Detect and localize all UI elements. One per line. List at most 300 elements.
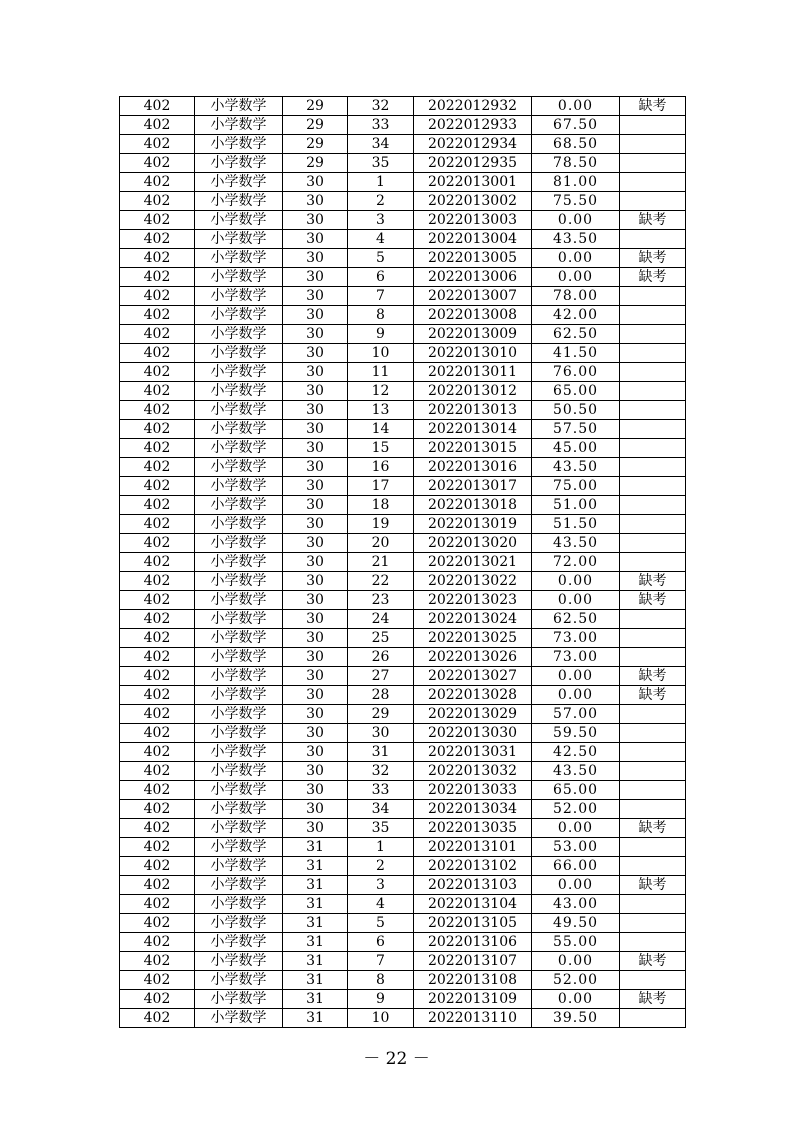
subject-cell: 小学数学 — [195, 135, 283, 154]
remark-cell — [620, 496, 686, 515]
table-row — [120, 686, 686, 705]
exam-code-cell: 402 — [120, 819, 195, 838]
remark-cell: 缺考 — [620, 97, 686, 116]
seat-number-cell: 28 — [348, 686, 414, 705]
exam-code-cell: 402 — [120, 876, 195, 895]
exam-code-cell: 402 — [120, 401, 195, 420]
room-number-cell: 30 — [283, 762, 348, 781]
score-cell: 0.00 — [532, 211, 620, 230]
ticket-number-cell: 2022013005 — [414, 249, 532, 268]
table-row — [120, 724, 686, 743]
remark-cell — [620, 838, 686, 857]
remark-cell — [620, 553, 686, 572]
seat-number-cell: 31 — [348, 743, 414, 762]
ticket-number-cell: 2022013035 — [414, 819, 532, 838]
exam-code-cell: 402 — [120, 572, 195, 591]
remark-cell — [620, 401, 686, 420]
exam-code-cell: 402 — [120, 363, 195, 382]
ticket-number-cell: 2022013028 — [414, 686, 532, 705]
subject-cell: 小学数学 — [195, 914, 283, 933]
table-row — [120, 857, 686, 876]
table-row — [120, 135, 686, 154]
subject-cell: 小学数学 — [195, 990, 283, 1009]
ticket-number-cell: 2022013103 — [414, 876, 532, 895]
room-number-cell: 29 — [283, 116, 348, 135]
room-number-cell: 30 — [283, 667, 348, 686]
room-number-cell: 30 — [283, 249, 348, 268]
seat-number-cell: 19 — [348, 515, 414, 534]
seat-number-cell: 4 — [348, 895, 414, 914]
exam-code-cell: 402 — [120, 553, 195, 572]
remark-cell: 缺考 — [620, 211, 686, 230]
subject-cell: 小学数学 — [195, 249, 283, 268]
room-number-cell: 30 — [283, 230, 348, 249]
room-number-cell: 30 — [283, 648, 348, 667]
subject-cell: 小学数学 — [195, 819, 283, 838]
exam-code-cell: 402 — [120, 477, 195, 496]
subject-cell: 小学数学 — [195, 800, 283, 819]
remark-cell: 缺考 — [620, 572, 686, 591]
score-cell: 75.00 — [532, 477, 620, 496]
remark-cell — [620, 914, 686, 933]
subject-cell: 小学数学 — [195, 173, 283, 192]
table-row — [120, 705, 686, 724]
score-cell: 43.00 — [532, 895, 620, 914]
score-cell: 0.00 — [532, 990, 620, 1009]
subject-cell: 小学数学 — [195, 382, 283, 401]
room-number-cell: 30 — [283, 686, 348, 705]
ticket-number-cell: 2022013006 — [414, 268, 532, 287]
score-cell: 52.00 — [532, 800, 620, 819]
score-cell: 42.50 — [532, 743, 620, 762]
room-number-cell: 30 — [283, 344, 348, 363]
ticket-number-cell: 2022013014 — [414, 420, 532, 439]
ticket-number-cell: 2022013004 — [414, 230, 532, 249]
subject-cell: 小学数学 — [195, 1009, 283, 1028]
remark-cell — [620, 420, 686, 439]
exam-code-cell: 402 — [120, 192, 195, 211]
exam-code-cell: 402 — [120, 211, 195, 230]
score-cell: 73.00 — [532, 629, 620, 648]
score-cell: 0.00 — [532, 667, 620, 686]
score-cell: 57.50 — [532, 420, 620, 439]
table-row — [120, 192, 686, 211]
score-cell: 65.00 — [532, 382, 620, 401]
seat-number-cell: 29 — [348, 705, 414, 724]
exam-code-cell: 402 — [120, 610, 195, 629]
remark-cell — [620, 743, 686, 762]
exam-code-cell: 402 — [120, 971, 195, 990]
room-number-cell: 31 — [283, 876, 348, 895]
subject-cell: 小学数学 — [195, 287, 283, 306]
score-table-body — [120, 97, 686, 1028]
room-number-cell: 30 — [283, 591, 348, 610]
room-number-cell: 30 — [283, 268, 348, 287]
score-cell: 68.50 — [532, 135, 620, 154]
remark-cell: 缺考 — [620, 667, 686, 686]
subject-cell: 小学数学 — [195, 458, 283, 477]
subject-cell: 小学数学 — [195, 667, 283, 686]
seat-number-cell: 3 — [348, 211, 414, 230]
ticket-number-cell: 2022013102 — [414, 857, 532, 876]
score-cell: 43.50 — [532, 458, 620, 477]
subject-cell: 小学数学 — [195, 154, 283, 173]
seat-number-cell: 1 — [348, 838, 414, 857]
remark-cell — [620, 515, 686, 534]
subject-cell: 小学数学 — [195, 686, 283, 705]
subject-cell: 小学数学 — [195, 857, 283, 876]
remark-cell: 缺考 — [620, 990, 686, 1009]
ticket-number-cell: 2022013016 — [414, 458, 532, 477]
seat-number-cell: 14 — [348, 420, 414, 439]
table-row — [120, 116, 686, 135]
room-number-cell: 30 — [283, 363, 348, 382]
score-cell: 55.00 — [532, 933, 620, 952]
ticket-number-cell: 2022013031 — [414, 743, 532, 762]
room-number-cell: 30 — [283, 496, 348, 515]
remark-cell — [620, 230, 686, 249]
exam-code-cell: 402 — [120, 534, 195, 553]
seat-number-cell: 1 — [348, 173, 414, 192]
room-number-cell: 30 — [283, 819, 348, 838]
remark-cell — [620, 173, 686, 192]
remark-cell — [620, 135, 686, 154]
exam-code-cell: 402 — [120, 857, 195, 876]
exam-code-cell: 402 — [120, 667, 195, 686]
table-row — [120, 97, 686, 116]
table-row — [120, 610, 686, 629]
table-row — [120, 572, 686, 591]
table-row — [120, 553, 686, 572]
remark-cell — [620, 610, 686, 629]
room-number-cell: 30 — [283, 743, 348, 762]
remark-cell — [620, 363, 686, 382]
score-cell: 41.50 — [532, 344, 620, 363]
seat-number-cell: 6 — [348, 933, 414, 952]
score-cell: 73.00 — [532, 648, 620, 667]
subject-cell: 小学数学 — [195, 781, 283, 800]
score-cell: 0.00 — [532, 249, 620, 268]
remark-cell — [620, 116, 686, 135]
table-row — [120, 458, 686, 477]
score-cell: 43.50 — [532, 230, 620, 249]
exam-code-cell: 402 — [120, 439, 195, 458]
subject-cell: 小学数学 — [195, 610, 283, 629]
remark-cell — [620, 477, 686, 496]
seat-number-cell: 25 — [348, 629, 414, 648]
score-cell: 78.00 — [532, 287, 620, 306]
subject-cell: 小学数学 — [195, 933, 283, 952]
seat-number-cell: 2 — [348, 192, 414, 211]
score-cell: 57.00 — [532, 705, 620, 724]
table-row — [120, 1009, 686, 1028]
seat-number-cell: 6 — [348, 268, 414, 287]
exam-code-cell: 402 — [120, 743, 195, 762]
room-number-cell: 30 — [283, 287, 348, 306]
score-cell: 43.50 — [532, 534, 620, 553]
exam-code-cell: 402 — [120, 116, 195, 135]
remark-cell — [620, 724, 686, 743]
exam-code-cell: 402 — [120, 762, 195, 781]
score-cell: 42.00 — [532, 306, 620, 325]
ticket-number-cell: 2022013110 — [414, 1009, 532, 1028]
score-cell: 72.00 — [532, 553, 620, 572]
seat-number-cell: 3 — [348, 876, 414, 895]
ticket-number-cell: 2022013021 — [414, 553, 532, 572]
table-row — [120, 800, 686, 819]
exam-code-cell: 402 — [120, 249, 195, 268]
remark-cell — [620, 154, 686, 173]
score-cell: 0.00 — [532, 268, 620, 287]
seat-number-cell: 16 — [348, 458, 414, 477]
exam-code-cell: 402 — [120, 686, 195, 705]
ticket-number-cell: 2022013012 — [414, 382, 532, 401]
subject-cell: 小学数学 — [195, 192, 283, 211]
subject-cell: 小学数学 — [195, 325, 283, 344]
exam-code-cell: 402 — [120, 135, 195, 154]
room-number-cell: 30 — [283, 211, 348, 230]
seat-number-cell: 7 — [348, 287, 414, 306]
seat-number-cell: 24 — [348, 610, 414, 629]
exam-code-cell: 402 — [120, 800, 195, 819]
score-cell: 75.50 — [532, 192, 620, 211]
subject-cell: 小学数学 — [195, 724, 283, 743]
score-cell: 53.00 — [532, 838, 620, 857]
seat-number-cell: 32 — [348, 762, 414, 781]
score-cell: 76.00 — [532, 363, 620, 382]
seat-number-cell: 21 — [348, 553, 414, 572]
subject-cell: 小学数学 — [195, 306, 283, 325]
ticket-number-cell: 2022013020 — [414, 534, 532, 553]
room-number-cell: 31 — [283, 952, 348, 971]
table-row — [120, 876, 686, 895]
ticket-number-cell: 2022013008 — [414, 306, 532, 325]
room-number-cell: 31 — [283, 1009, 348, 1028]
ticket-number-cell: 2022013025 — [414, 629, 532, 648]
table-row — [120, 895, 686, 914]
exam-code-cell: 402 — [120, 230, 195, 249]
exam-code-cell: 402 — [120, 325, 195, 344]
room-number-cell: 31 — [283, 990, 348, 1009]
table-row — [120, 629, 686, 648]
seat-number-cell: 13 — [348, 401, 414, 420]
subject-cell: 小学数学 — [195, 344, 283, 363]
table-row — [120, 439, 686, 458]
exam-code-cell: 402 — [120, 895, 195, 914]
ticket-number-cell: 2022013104 — [414, 895, 532, 914]
table-row — [120, 382, 686, 401]
remark-cell: 缺考 — [620, 268, 686, 287]
remark-cell: 缺考 — [620, 819, 686, 838]
room-number-cell: 30 — [283, 382, 348, 401]
seat-number-cell: 23 — [348, 591, 414, 610]
remark-cell — [620, 534, 686, 553]
subject-cell: 小学数学 — [195, 629, 283, 648]
exam-code-cell: 402 — [120, 914, 195, 933]
subject-cell: 小学数学 — [195, 439, 283, 458]
table-row — [120, 819, 686, 838]
room-number-cell: 30 — [283, 458, 348, 477]
table-row — [120, 268, 686, 287]
subject-cell: 小学数学 — [195, 211, 283, 230]
room-number-cell: 30 — [283, 534, 348, 553]
room-number-cell: 29 — [283, 135, 348, 154]
score-cell: 78.50 — [532, 154, 620, 173]
ticket-number-cell: 2022012932 — [414, 97, 532, 116]
subject-cell: 小学数学 — [195, 895, 283, 914]
seat-number-cell: 20 — [348, 534, 414, 553]
subject-cell: 小学数学 — [195, 648, 283, 667]
remark-cell — [620, 458, 686, 477]
exam-code-cell: 402 — [120, 344, 195, 363]
seat-number-cell: 5 — [348, 914, 414, 933]
exam-code-cell: 402 — [120, 515, 195, 534]
subject-cell: 小学数学 — [195, 401, 283, 420]
table-row — [120, 287, 686, 306]
score-cell: 0.00 — [532, 591, 620, 610]
ticket-number-cell: 2022012935 — [414, 154, 532, 173]
table-row — [120, 838, 686, 857]
seat-number-cell: 10 — [348, 344, 414, 363]
ticket-number-cell: 2022013108 — [414, 971, 532, 990]
seat-number-cell: 35 — [348, 819, 414, 838]
ticket-number-cell: 2022013027 — [414, 667, 532, 686]
score-cell: 0.00 — [532, 952, 620, 971]
seat-number-cell: 26 — [348, 648, 414, 667]
exam-code-cell: 402 — [120, 629, 195, 648]
exam-code-cell: 402 — [120, 458, 195, 477]
seat-number-cell: 8 — [348, 971, 414, 990]
ticket-number-cell: 2022013013 — [414, 401, 532, 420]
table-row — [120, 173, 686, 192]
exam-code-cell: 402 — [120, 648, 195, 667]
subject-cell: 小学数学 — [195, 268, 283, 287]
table-row — [120, 344, 686, 363]
subject-cell: 小学数学 — [195, 876, 283, 895]
ticket-number-cell: 2022013105 — [414, 914, 532, 933]
score-table — [119, 96, 686, 1028]
ticket-number-cell: 2022013023 — [414, 591, 532, 610]
ticket-number-cell: 2022013010 — [414, 344, 532, 363]
seat-number-cell: 10 — [348, 1009, 414, 1028]
score-cell: 43.50 — [532, 762, 620, 781]
ticket-number-cell: 2022013032 — [414, 762, 532, 781]
subject-cell: 小学数学 — [195, 477, 283, 496]
room-number-cell: 31 — [283, 933, 348, 952]
remark-cell — [620, 762, 686, 781]
remark-cell — [620, 382, 686, 401]
seat-number-cell: 32 — [348, 97, 414, 116]
ticket-number-cell: 2022013109 — [414, 990, 532, 1009]
exam-code-cell: 402 — [120, 990, 195, 1009]
room-number-cell: 31 — [283, 971, 348, 990]
remark-cell: 缺考 — [620, 876, 686, 895]
table-row — [120, 249, 686, 268]
table-row — [120, 420, 686, 439]
remark-cell — [620, 306, 686, 325]
table-row — [120, 914, 686, 933]
ticket-number-cell: 2022013024 — [414, 610, 532, 629]
ticket-number-cell: 2022013026 — [414, 648, 532, 667]
remark-cell — [620, 781, 686, 800]
room-number-cell: 30 — [283, 439, 348, 458]
ticket-number-cell: 2022013017 — [414, 477, 532, 496]
seat-number-cell: 18 — [348, 496, 414, 515]
exam-code-cell: 402 — [120, 591, 195, 610]
seat-number-cell: 9 — [348, 990, 414, 1009]
table-row — [120, 534, 686, 553]
score-cell: 0.00 — [532, 572, 620, 591]
subject-cell: 小学数学 — [195, 705, 283, 724]
room-number-cell: 31 — [283, 838, 348, 857]
room-number-cell: 30 — [283, 515, 348, 534]
table-row — [120, 971, 686, 990]
subject-cell: 小学数学 — [195, 496, 283, 515]
score-cell: 0.00 — [532, 819, 620, 838]
subject-cell: 小学数学 — [195, 743, 283, 762]
table-row — [120, 952, 686, 971]
seat-number-cell: 22 — [348, 572, 414, 591]
subject-cell: 小学数学 — [195, 116, 283, 135]
room-number-cell: 30 — [283, 572, 348, 591]
exam-code-cell: 402 — [120, 1009, 195, 1028]
ticket-number-cell: 2022013034 — [414, 800, 532, 819]
table-row — [120, 211, 686, 230]
seat-number-cell: 35 — [348, 154, 414, 173]
exam-code-cell: 402 — [120, 420, 195, 439]
table-row — [120, 762, 686, 781]
remark-cell — [620, 895, 686, 914]
seat-number-cell: 7 — [348, 952, 414, 971]
room-number-cell: 30 — [283, 781, 348, 800]
exam-code-cell: 402 — [120, 724, 195, 743]
seat-number-cell: 17 — [348, 477, 414, 496]
table-row — [120, 477, 686, 496]
room-number-cell: 31 — [283, 895, 348, 914]
seat-number-cell: 34 — [348, 135, 414, 154]
room-number-cell: 30 — [283, 401, 348, 420]
score-cell: 59.50 — [532, 724, 620, 743]
exam-code-cell: 402 — [120, 705, 195, 724]
table-row — [120, 990, 686, 1009]
score-cell: 0.00 — [532, 876, 620, 895]
seat-number-cell: 27 — [348, 667, 414, 686]
exam-code-cell: 402 — [120, 268, 195, 287]
seat-number-cell: 30 — [348, 724, 414, 743]
score-cell: 39.50 — [532, 1009, 620, 1028]
remark-cell — [620, 287, 686, 306]
subject-cell: 小学数学 — [195, 230, 283, 249]
ticket-number-cell: 2022013003 — [414, 211, 532, 230]
ticket-number-cell: 2022013019 — [414, 515, 532, 534]
ticket-number-cell: 2022013101 — [414, 838, 532, 857]
remark-cell — [620, 705, 686, 724]
exam-code-cell: 402 — [120, 287, 195, 306]
remark-cell — [620, 629, 686, 648]
subject-cell: 小学数学 — [195, 534, 283, 553]
exam-code-cell: 402 — [120, 97, 195, 116]
remark-cell — [620, 971, 686, 990]
exam-code-cell: 402 — [120, 781, 195, 800]
table-row — [120, 933, 686, 952]
room-number-cell: 30 — [283, 629, 348, 648]
exam-code-cell: 402 — [120, 933, 195, 952]
remark-cell — [620, 933, 686, 952]
table-row — [120, 325, 686, 344]
room-number-cell: 30 — [283, 705, 348, 724]
seat-number-cell: 5 — [348, 249, 414, 268]
room-number-cell: 30 — [283, 477, 348, 496]
